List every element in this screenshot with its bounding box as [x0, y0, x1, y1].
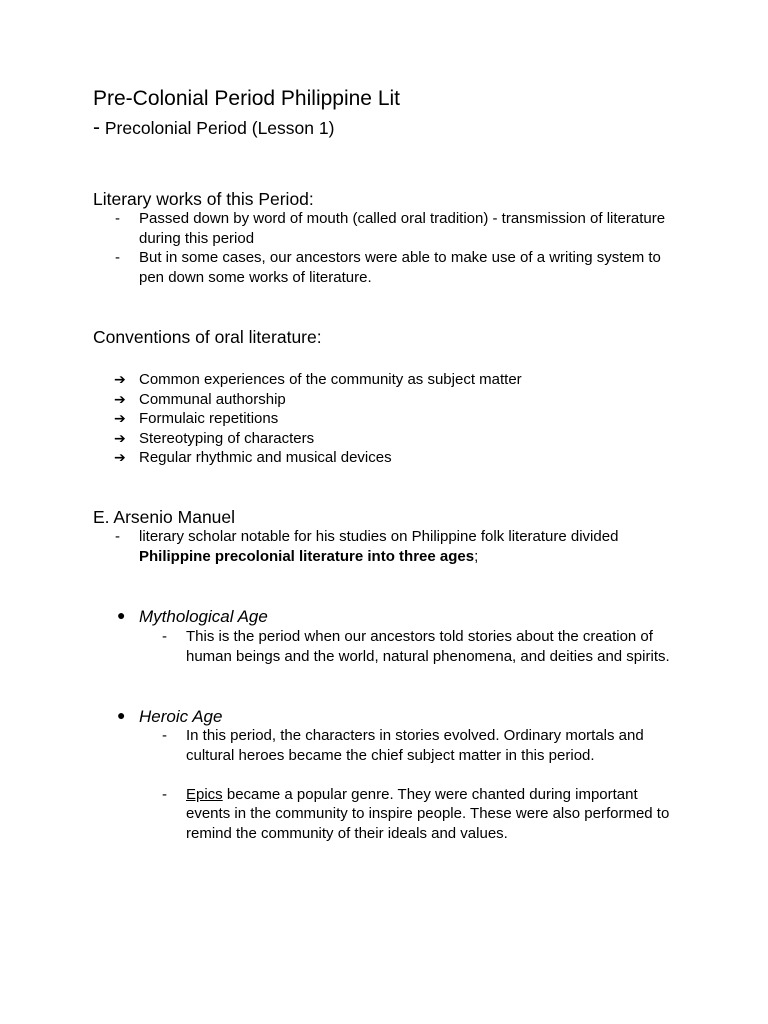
- literary-works-list: [93, 209, 673, 287]
- dash-marker: -: [162, 785, 167, 803]
- arrow-right-icon: ➔: [114, 371, 126, 387]
- list-item-text: Stereotyping of characters: [139, 429, 315, 447]
- list-item: [93, 390, 673, 410]
- subtitle-dash: -: [93, 116, 100, 139]
- list-item-text: Formulaic repetitions: [139, 410, 279, 427]
- heroic-age-list: [140, 726, 680, 843]
- literary-works-heading: Literary works of this Period:: [93, 189, 314, 209]
- age-title: Heroic Age: [139, 707, 223, 726]
- dash-marker: -: [115, 528, 120, 545]
- conventions-list: [93, 370, 673, 468]
- mythological-age-list: [140, 627, 680, 666]
- arsenio-manuel-list: [93, 527, 673, 566]
- list-item: [140, 726, 680, 765]
- underlined-term: Epics: [186, 785, 223, 803]
- document-subtitle: [93, 116, 334, 140]
- list-item: [93, 409, 673, 429]
- subtitle-text: Precolonial Period (Lesson 1): [100, 118, 335, 138]
- list-item: [93, 370, 673, 390]
- list-item: [140, 627, 680, 666]
- list-item: [140, 785, 680, 844]
- list-item-text: Passed down by word of mouth (called oral tradition) - transmission of literature during this period: [139, 210, 666, 247]
- conventions-heading: Conventions of oral literature:: [93, 327, 322, 347]
- bold-text: Philippine precolonial literature into three ages: [139, 547, 475, 565]
- heroic-age-heading: [117, 704, 222, 728]
- list-item-text: literary scholar notable for his studies on Philippine folk literature divided: [139, 528, 619, 545]
- list-item-text: Communal authorship: [139, 390, 286, 408]
- list-item: [93, 248, 673, 287]
- dash-marker: -: [115, 210, 120, 227]
- list-item: [93, 429, 673, 449]
- arrow-right-icon: ➔: [114, 429, 126, 446]
- list-item-text: became a popular genre. They were chanted during important events in the community to inspire people. These were also performed to remind the community of their ideals and values.: [186, 785, 670, 842]
- list-item-text: Common experiences of the community as subject matter: [139, 371, 522, 388]
- dash-marker: -: [162, 727, 167, 744]
- arrow-right-icon: ➔: [114, 449, 126, 465]
- list-item-end: ;: [474, 547, 479, 565]
- bullet-icon: ●: [117, 607, 126, 623]
- dash-marker: -: [115, 249, 120, 266]
- mythological-age-heading: [117, 604, 268, 628]
- arrow-right-icon: ➔: [114, 390, 126, 407]
- dash-marker: -: [162, 628, 167, 645]
- bullet-icon: ●: [117, 707, 126, 723]
- list-item: [93, 448, 673, 468]
- list-item-text: This is the period when our ancestors told stories about the creation of human beings and the world, natural phenomena, and deities and spirits.: [186, 628, 670, 665]
- document-title: Pre-Colonial Period Philippine Lit: [93, 87, 401, 110]
- list-item-text: But in some cases, our ancestors were able to make use of a writing system to pen down some works of literature.: [139, 249, 661, 286]
- list-item-text: In this period, the characters in stories evolved. Ordinary mortals and cultural heroes became the chief subject matter in this period.: [186, 727, 644, 764]
- list-item: [93, 527, 673, 566]
- list-item: [93, 209, 673, 248]
- arsenio-manuel-heading: E. Arsenio Manuel: [93, 507, 236, 527]
- age-title: Mythological Age: [139, 607, 268, 626]
- list-item-text: Regular rhythmic and musical devices: [139, 449, 392, 466]
- arrow-right-icon: ➔: [114, 410, 126, 426]
